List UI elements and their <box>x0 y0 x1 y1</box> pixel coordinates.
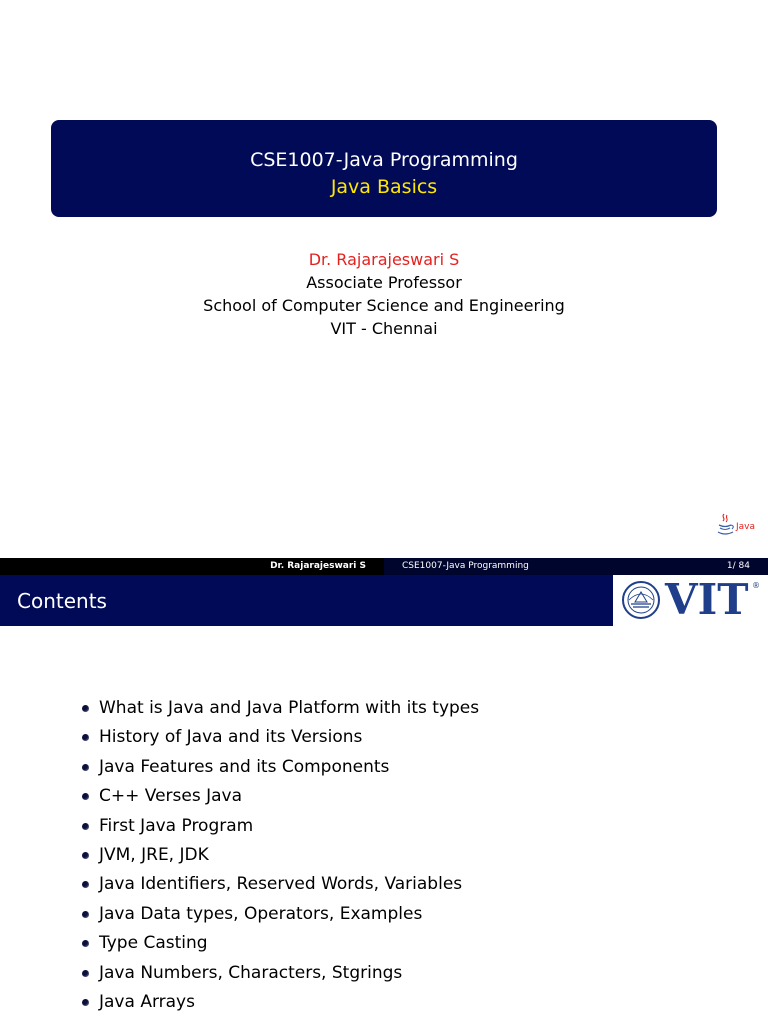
java-coffee-cup-icon <box>716 512 758 538</box>
contents-item <box>80 929 479 958</box>
contents-item <box>80 870 479 899</box>
vit-logo <box>613 575 768 626</box>
contents-item-label: C++ Verses Java <box>99 786 243 807</box>
presentation-subtitle: Java Basics <box>330 176 438 198</box>
vit-seal-icon <box>621 580 661 620</box>
contents-item-label: First Java Program <box>99 815 254 836</box>
contents-item <box>80 694 479 723</box>
contents-item-label: Java Data types, Operators, Examples <box>99 903 423 924</box>
bullet-dot-icon <box>82 970 89 977</box>
contents-title: Contents <box>17 589 107 613</box>
bullet-dot-icon <box>82 911 89 918</box>
contents-item-label: Type Casting <box>99 933 208 954</box>
contents-item-label: JVM, JRE, JDK <box>99 845 209 866</box>
contents-item-label: Java Identifiers, Reserved Words, Variables <box>99 874 463 895</box>
bullet-dot-icon <box>82 764 89 771</box>
contents-item <box>80 723 479 752</box>
author-school: School of Computer Science and Engineering <box>203 296 565 315</box>
contents-item <box>80 959 479 988</box>
bullet-dot-icon <box>82 852 89 859</box>
contents-item-label: Java Numbers, Characters, Stgrings <box>99 962 403 983</box>
author-name: Dr. Rajarajeswari S <box>308 250 460 269</box>
contents-list <box>80 694 479 1017</box>
contents-item <box>80 988 479 1017</box>
contents-item <box>80 812 479 841</box>
contents-item <box>80 841 479 870</box>
footer-bar <box>0 558 768 575</box>
title-box <box>51 120 717 217</box>
bullet-dot-icon <box>82 793 89 800</box>
contents-item-label: Java Features and its Components <box>99 756 390 777</box>
contents-header <box>0 575 768 626</box>
contents-item <box>80 753 479 782</box>
bullet-dot-icon <box>82 734 89 741</box>
vit-logo-text: VIT <box>665 575 749 624</box>
bullet-dot-icon <box>82 940 89 947</box>
java-logo-text: Java <box>736 522 756 532</box>
contents-item <box>80 782 479 811</box>
vit-registered-mark: ® <box>752 581 760 590</box>
presentation-title: CSE1007-Java Programming <box>250 149 518 171</box>
author-designation: Associate Professor <box>306 273 462 292</box>
bullet-dot-icon <box>82 705 89 712</box>
footer-course: CSE1007-Java Programming <box>384 558 768 575</box>
author-block <box>0 248 768 340</box>
bullet-dot-icon <box>82 823 89 830</box>
bullet-dot-icon <box>82 881 89 888</box>
contents-item-label: What is Java and Java Platform with its types <box>99 698 480 718</box>
contents-item <box>80 900 479 929</box>
footer-author: Dr. Rajarajeswari S <box>0 558 384 575</box>
contents-item-label: History of Java and its Versions <box>99 727 363 748</box>
footer-page-number: 1/ 84 <box>726 561 750 571</box>
author-institution: VIT - Chennai <box>330 319 438 338</box>
bullet-dot-icon <box>82 999 89 1006</box>
contents-item-label: Java Arrays <box>99 992 195 1013</box>
